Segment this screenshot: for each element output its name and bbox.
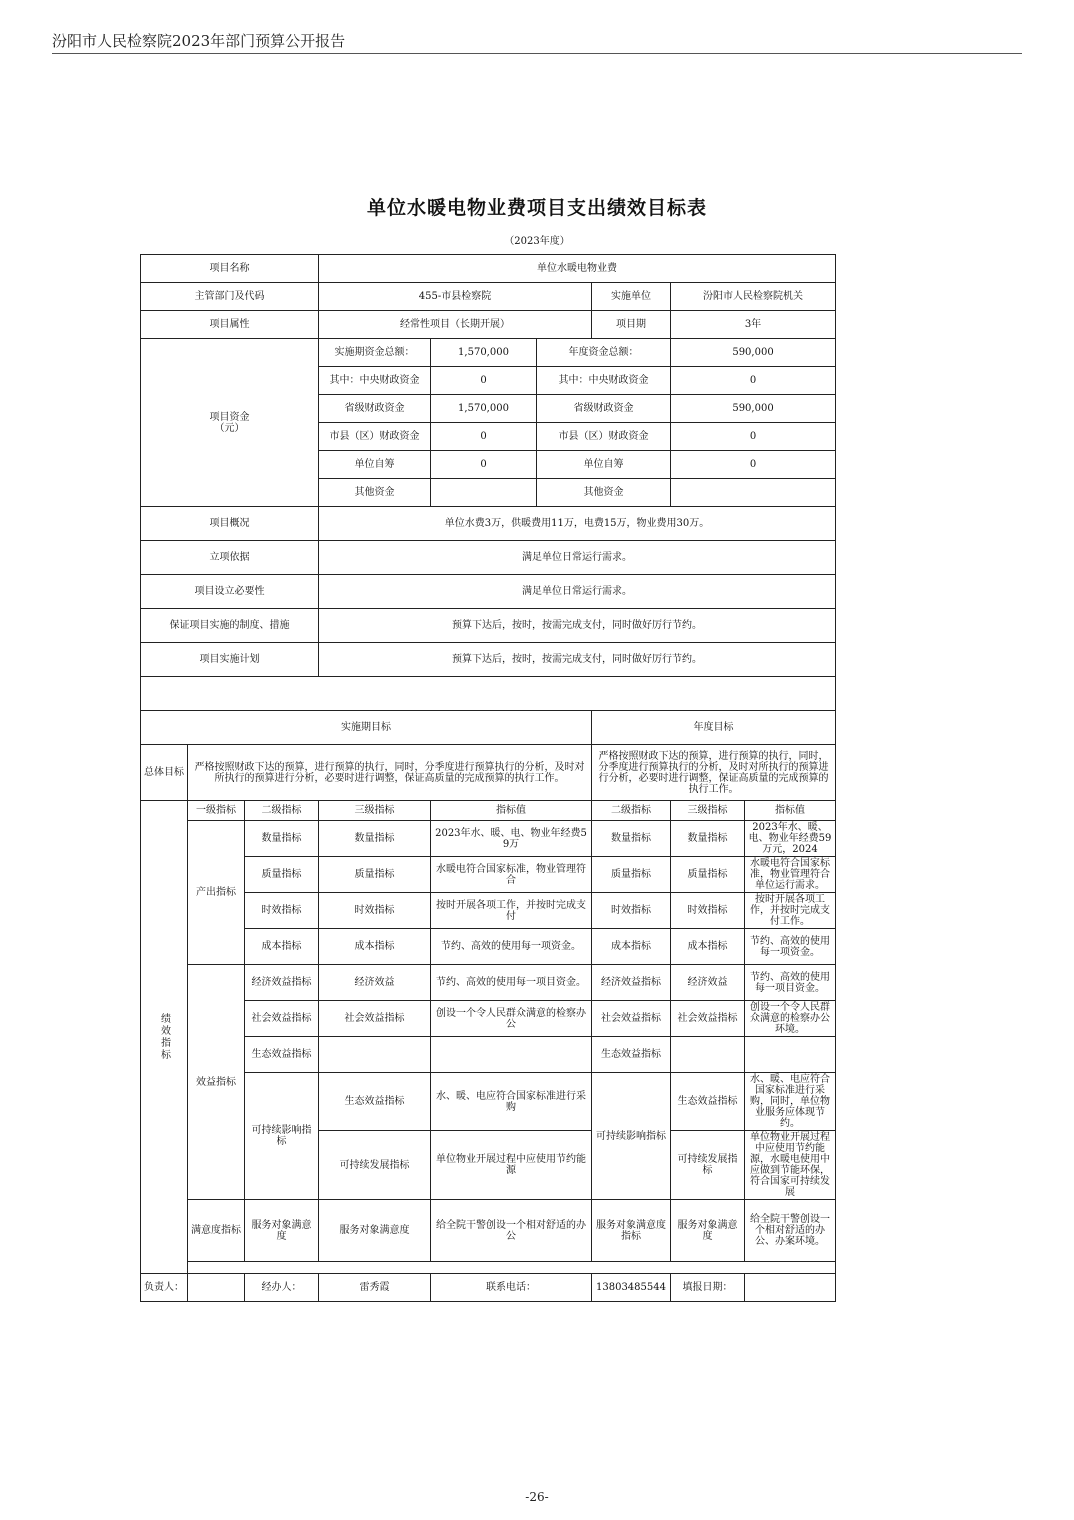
row0-l2: 数量指标 [245,821,319,857]
row1-l3b: 质量指标 [671,857,745,893]
indicator-row [141,929,836,965]
row-guarantee [141,609,836,643]
other-label: 其他资金 [319,479,431,507]
city-label: 市县（区）财政资金 [319,423,431,451]
date-label: 填报日期： [671,1274,745,1302]
indicator-row [141,1200,836,1262]
row0-l2b: 数量指标 [592,821,671,857]
fund-label: 项目资金 （元） [141,339,319,507]
self2-label: 单位自筹 [537,451,671,479]
row9-l3b: 服务对象满意度 [671,1200,745,1262]
row-necessity [141,575,836,609]
row1-l2: 质量指标 [245,857,319,893]
central-label: 其中：中央财政资金 [319,367,431,395]
row-spacer [141,677,836,711]
row6-val [431,1037,592,1073]
other [431,479,537,507]
guarantee-label: 保证项目实施的制度、措施 [141,609,319,643]
overview-label: 项目概况 [141,507,319,541]
central2: 0 [671,367,836,395]
row-indicator-headers [141,801,836,821]
basis: 满足单位日常运行需求。 [319,541,836,575]
row8-val: 单位物业开展过程中应使用节约能源 [431,1131,592,1200]
indicator-row [141,1001,836,1037]
indicator-row [141,1073,836,1131]
row1-valb: 水暖电符合国家标准，物业管理符合单位运行需求。 [745,857,836,893]
row4-l2b: 经济效益指标 [592,965,671,1001]
row-blank [141,1262,836,1274]
header-l3: 三级指标 [319,801,431,821]
indicator-row [141,821,836,857]
row5-valb: 创设一个令人民群众满意的检察办公环境。 [745,1001,836,1037]
row5-l2: 社会效益指标 [245,1001,319,1037]
total: 1,570,000 [431,339,537,367]
row-project-name [141,255,836,283]
row2-l2: 时效指标 [245,893,319,929]
central: 0 [431,367,537,395]
row4-valb: 节约、高效的使用每一项目资金。 [745,965,836,1001]
row8-l3b: 可持续发展指标 [671,1131,745,1200]
sustain-label2: 可持续影响指标 [592,1073,671,1200]
header-valb: 指标值 [745,801,836,821]
province: 1,570,000 [431,395,537,423]
row7-val: 水、暖、电应符合国家标准进行采购 [431,1073,592,1131]
city2-label: 市县（区）财政资金 [537,423,671,451]
attr: 经常性项目（长期开展） [319,311,592,339]
handler-label: 经办人： [245,1274,319,1302]
benefit-label: 效益指标 [188,965,245,1200]
basis-label: 立项依据 [141,541,319,575]
impl-label: 实施单位 [592,283,671,311]
header-val: 指标值 [431,801,592,821]
impl: 汾阳市人民检察院机关 [671,283,836,311]
row2-val: 按时开展各项工作，并按时完成支付 [431,893,592,929]
row6-l2: 生态效益指标 [245,1037,319,1073]
row4-l3b: 经济效益 [671,965,745,1001]
row-plan [141,643,836,677]
impl-goal-label: 实施期目标 [141,711,592,745]
row0-valb: 2023年水、暖、电、物业年经费59万元，2024 [745,821,836,857]
row2-l2b: 时效指标 [592,893,671,929]
row-signoff [141,1274,836,1302]
page-header: 汾阳市人民检察院2023年部门预算公开报告 [52,32,346,50]
row7-l3: 生态效益指标 [319,1073,431,1131]
phone-label: 联系电话： [431,1274,592,1302]
row3-l3b: 成本指标 [671,929,745,965]
year-goal-label: 年度目标 [592,711,836,745]
row9-l2b: 服务对象满意度指标 [592,1200,671,1262]
self-label: 单位自筹 [319,451,431,479]
row0-l3: 数量指标 [319,821,431,857]
plan: 预算下达后，按时，按需完成支付，同时做好厉行节约。 [319,643,836,677]
indicator-row [141,1037,836,1073]
period-label: 项目期 [592,311,671,339]
spacer-cell [141,677,836,711]
row1-l3: 质量指标 [319,857,431,893]
row4-l2: 经济效益指标 [245,965,319,1001]
self: 0 [431,451,537,479]
row6-l3b [671,1037,745,1073]
blank-cell [188,1262,836,1274]
row-fund-total [141,339,836,367]
dept-label: 主管部门及代码 [141,283,319,311]
overview: 单位水费3万，供暖费用11万，电费15万，物业费用30万。 [319,507,836,541]
perf-label: 绩效指标 [141,801,188,1274]
indicator-row [141,893,836,929]
row9-l2: 服务对象满意度 [245,1200,319,1262]
row0-val: 2023年水、暖、电、物业年经费59万 [431,821,592,857]
row5-l2b: 社会效益指标 [592,1001,671,1037]
row5-val: 创设一个令人民群众满意的检察办公 [431,1001,592,1037]
row-goal-headers [141,711,836,745]
row0-l3b: 数量指标 [671,821,745,857]
satisfaction-label: 满意度指标 [188,1200,245,1262]
page-subtitle: （2023年度） [504,236,570,247]
leader [188,1274,245,1302]
performance-target-table [140,254,836,1302]
header-rule [52,53,1022,54]
phone: 13803485544 [592,1274,671,1302]
row-dept [141,283,836,311]
output-label: 产出指标 [188,821,245,965]
row9-val: 给全院干警创设一个相对舒适的办公 [431,1200,592,1262]
row4-l3: 经济效益 [319,965,431,1001]
header-l2b: 二级指标 [592,801,671,821]
row5-l3: 社会效益指标 [319,1001,431,1037]
self2: 0 [671,451,836,479]
row3-val: 节约、高效的使用每一项资金。 [431,929,592,965]
overall-impl: 严格按照财政下达的预算，进行预算的执行，同时，分季度进行预算执行的分析，及时对所执行的预算进行分析，必要时进行调整，保证高质量的完成预算的执行工作。 [188,745,592,801]
date [745,1274,836,1302]
row-basis [141,541,836,575]
row1-val: 水暖电符合国家标准，物业管理符合 [431,857,592,893]
necessity-label: 项目设立必要性 [141,575,319,609]
row4-val: 节约、高效的使用每一项目资金。 [431,965,592,1001]
row8-l3: 可持续发展指标 [319,1131,431,1200]
row3-valb: 节约、高效的使用每一项资金。 [745,929,836,965]
row2-l3b: 时效指标 [671,893,745,929]
row3-l3: 成本指标 [319,929,431,965]
central2-label: 其中：中央财政资金 [537,367,671,395]
row2-l3: 时效指标 [319,893,431,929]
header-l1: 一级指标 [188,801,245,821]
other2 [671,479,836,507]
province2: 590,000 [671,395,836,423]
other2-label: 其他资金 [537,479,671,507]
row-attr [141,311,836,339]
row3-l2b: 成本指标 [592,929,671,965]
plan-label: 项目实施计划 [141,643,319,677]
sustain-label: 可持续影响指标 [245,1073,319,1200]
row-overall-goal [141,745,836,801]
row7-l3b: 生态效益指标 [671,1073,745,1131]
header-l3b: 三级指标 [671,801,745,821]
necessity: 满足单位日常运行需求。 [319,575,836,609]
attr-label: 项目属性 [141,311,319,339]
year-total-label: 年度资金总额： [537,339,671,367]
city: 0 [431,423,537,451]
overall-label: 总体目标 [141,745,188,801]
row7-valb: 水、暖、电应符合国家标准进行采购，同时，单位物业服务应体现节约。 [745,1073,836,1131]
total-label: 实施期资金总额： [319,339,431,367]
row9-valb: 给全院干警创设一个相对舒适的办公、办案环境。 [745,1200,836,1262]
province2-label: 省级财政资金 [537,395,671,423]
page-number: -26- [525,1490,549,1504]
leader-label: 负责人： [141,1274,188,1302]
row-overview [141,507,836,541]
period: 3年 [671,311,836,339]
year-total: 590,000 [671,339,836,367]
row2-valb: 按时开展各项工作，并按时完成支付工作。 [745,893,836,929]
row6-l3 [319,1037,431,1073]
row5-l3b: 社会效益指标 [671,1001,745,1037]
indicator-row [141,857,836,893]
row8-valb: 单位物业开展过程中应使用节约能源，水暖电使用中应做到节能环保，符合国家可持续发展 [745,1131,836,1200]
indicator-row [141,965,836,1001]
row3-l2: 成本指标 [245,929,319,965]
header-l2: 二级指标 [245,801,319,821]
dept: 455-市县检察院 [319,283,592,311]
project-name-label: 项目名称 [141,255,319,283]
row1-l2b: 质量指标 [592,857,671,893]
page-title: 单位水暖电物业费项目支出绩效目标表 [366,197,707,219]
row9-l3: 服务对象满意度 [319,1200,431,1262]
overall-year: 严格按照财政下达的预算，进行预算的执行，同时，分季度进行预算执行的分析，及时对所执行的预算进行分析，必要时进行调整，保证高质量的完成预算的执行工作。 [592,745,836,801]
row6-l2b: 生态效益指标 [592,1037,671,1073]
project-name: 单位水暖电物业费 [319,255,836,283]
row6-valb [745,1037,836,1073]
city2: 0 [671,423,836,451]
handler: 雷秀霞 [319,1274,431,1302]
province-label: 省级财政资金 [319,395,431,423]
guarantee: 预算下达后，按时，按需完成支付，同时做好厉行节约。 [319,609,836,643]
